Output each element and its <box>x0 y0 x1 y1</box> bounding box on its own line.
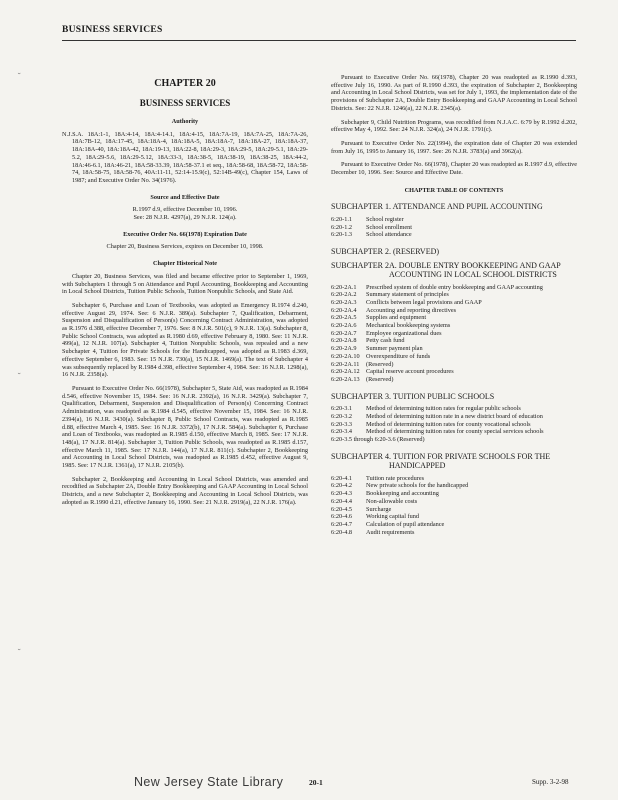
historical-paragraph: Pursuant to Executive Order No. 66(1978), Chapter 20 was readopted as R.1997 d.9, effective December 10, 1996. See: Source and Effective Date. <box>331 161 577 177</box>
section-title: Tuition rate procedures <box>366 474 425 482</box>
toc-section-entry <box>331 361 577 369</box>
scan-mark-icon: ˘ <box>18 72 21 81</box>
section-title: (Reserved) <box>366 360 394 368</box>
section-title: Summer payment plan <box>366 345 423 353</box>
section-title: School enrollment <box>366 223 412 231</box>
section-title: Prescribed system of double entry bookkeeping and GAAP accounting <box>366 283 543 291</box>
toc-section-entry <box>331 513 577 521</box>
section-number: 6:20-4.1 <box>331 474 353 482</box>
toc-title: CHAPTER TABLE OF CONTENTS <box>404 186 504 194</box>
section-list <box>331 216 577 239</box>
section-title: Method of determining tuition rate in a new district board of education <box>366 412 543 420</box>
section-number: 6:20-2A.2 <box>331 291 357 299</box>
section-number: 6:20-2A.9 <box>331 345 357 353</box>
toc-section-entry <box>331 322 577 330</box>
header-rule <box>62 40 576 41</box>
toc-section-entry <box>331 216 577 224</box>
historical-paragraph: Subchapter 2, Bookkeeping and Accounting in Local School Districts, was amended and recodified as Subchapter 2A, Double Entry Bookkeeping and GAAP Accounting in Local School Districts, and a new Subchapter 2, Bookkeeping and Accounting in Local School Districts, was adopted as R.1990 d.21, effective January 16, 1990. See: 21 N.J.R. 2919(a), 22 N.J.R. 176(a). <box>62 475 308 506</box>
toc-section-entry <box>331 490 577 498</box>
scan-mark-icon: ˘ <box>18 372 21 381</box>
section-list <box>331 475 577 537</box>
toc-section-entry <box>331 224 577 232</box>
historical-paragraph: Subchapter 9, Child Nutrition Programs, was recodified from N.J.A.C. 6:79 by R.1992 d.202, effective May 4, 1992. See: 24 N.J.R. 324(a), 24 N.J.R. 1791(c). <box>331 118 577 134</box>
toc-section-entry <box>331 353 577 361</box>
section-number: 6:20-2A.1 <box>331 283 357 291</box>
toc-section-entry <box>331 299 577 307</box>
toc-section-entry <box>331 345 577 353</box>
section-number: 6:20-2A.6 <box>331 322 357 330</box>
section-number: 6:20-2A.10 <box>331 352 360 360</box>
section-number: 6:20-4.2 <box>331 482 353 490</box>
toc-section-entry <box>331 368 577 376</box>
toc-section-entry <box>331 337 577 345</box>
authority-text: N.J.S.A. 18A:1-1, 18A:4-14, 18A:4-14.1, 18A:4-15, 18A:7A-19, 18A:7A-25, 18A:7A-26, 18A:7B-12, 18A:17-45, 18A:18A-4, 18A:18A-5, 18A:18A-7, 18A:18A-27, 18A:18A-37, 18A:18A-40, 18A:18A-42, 18A:19-13, 18A:22-8, 18A:29-3, 18A:29-5, 18A:29-5.1, 18A:29-5.2, 18A:29-5.6, 18A:29-5.12, 18A:33-3, 18A:38-5, 18A:38-19, 18A:38-25, 18A:44-2, 18A:46-6.1, 18A:46-21, 18A:58-33.39, 18A:58-37.1 et seq., 18A:58-68, 18A:58-72, 18A:58-74, 18A:58-75, 18A:58-76, 40A:11-11, 52:14-15.9(c), 52:14B-49(c), Chapter 154, Laws of 1987; and Executive Order No. 34(1976). <box>62 130 308 184</box>
section-title: Supplies and equipment <box>366 314 427 322</box>
toc-section-entry <box>331 413 577 421</box>
eo-heading: Executive Order No. 66(1978) Expiration Date <box>123 230 247 238</box>
chapter-number: CHAPTER 20 <box>154 78 216 89</box>
toc-section-entry <box>331 330 577 338</box>
section-title: Audit requirements <box>366 528 415 536</box>
section-title: Calculation of pupil attendance <box>366 520 445 528</box>
section-number: 6:20-2A.4 <box>331 306 357 314</box>
historical-paragraph: Subchapter 6, Purchase and Loan of Textbooks, was adopted as Emergency R.1974 d.240, effective August 29, 1974. See: 6 N.J.R. 389(a). Subchapter 7, Qualification, Debarment, Suspension and Disqualification of Person(s) Concerning Contract Administration, was adopted as R.1976 d.388, effective December 7, 1976. See: 8 N.J.R. 501(c), 9 N.J.R. 13(a). Subchapter 8, Public School Contracts, was adopted as R.1980 d.69, effective February 8, 1980. See: 11 N.J.R. 499(a), 12 N.J.R. 107(a). Subchapter 4, Tuition Nonpublic Schools, was repealed and a new Subchapter 4, Tuition for Private Schools for the Handicapped, was adopted as R.1983 d.369, effective September 6, 1983. See: 15 N.J.R. 730(a), 15 N.J.R. 1469(a). The text of Subchapter 4 was subsequently replaced by R.1984 d.398, effective September 4, 1984. See: 16 N.J.R. 1298(a), 16 N.J.R. 2358(a). <box>62 301 308 379</box>
section-title: Capital reserve account procedures <box>366 368 454 376</box>
subchapter-heading: SUBCHAPTER 2A. DOUBLE ENTRY BOOKKEEPING AND GAAP ACCOUNTING IN LOCAL SCHOOL DISTRICTS <box>331 260 561 280</box>
toc-section-entry <box>331 506 577 514</box>
section-number: 6:20-4.3 <box>331 490 353 498</box>
section-number: 6:20-1.3 <box>331 231 353 239</box>
subchapter-heading: SUBCHAPTER 3. TUITION PUBLIC SCHOOLS <box>331 391 495 401</box>
section-title: Method of determining tuition rates for regular public schools <box>366 405 521 413</box>
section-number: 6:20-3.1 <box>331 405 353 413</box>
toc-section-entry <box>331 529 577 537</box>
section-title: Surcharge <box>366 505 392 513</box>
toc-section-entry <box>331 231 577 239</box>
scan-mark-icon: ˘ <box>18 648 21 657</box>
section-title: New private schools for the handicapped <box>366 482 469 490</box>
chapter-title: BUSINESS SERVICES <box>139 98 231 108</box>
section-number: 6:20-3.4 <box>331 428 353 436</box>
toc-section-entry <box>331 284 577 292</box>
historical-paragraph: Chapter 20, Business Services, was filed and became effective prior to September 1, 1969, with Subchapters 1 through 5 on Attendance and Pupil Accounting, Bookkeeping and Accounting in Local School Districts, Tuition Public Schools, Tuition Nonpublic Schools, and State Aid. <box>62 272 308 296</box>
section-number: 6:20-2A.11 <box>331 360 360 368</box>
toc-section-entry <box>331 307 577 315</box>
section-number: 6:20-3.2 <box>331 412 353 420</box>
section-number: 6:20-4.4 <box>331 497 353 505</box>
section-number: 6:20-4.5 <box>331 505 353 513</box>
toc-section-entry <box>331 376 577 384</box>
toc-section-entry <box>331 291 577 299</box>
section-title: Accounting and reporting directives <box>366 306 457 314</box>
toc-section-entry <box>331 405 577 413</box>
historical-note-heading: Chapter Historical Note <box>152 260 218 268</box>
section-title: Method of determining tuition rates for county vocational schools <box>366 420 531 428</box>
section-number: 6:20-2A.8 <box>331 337 357 345</box>
source-line: See: 28 N.J.R. 4297(a), 29 N.J.R. 124(a). <box>133 214 237 222</box>
section-list <box>331 405 577 436</box>
library-watermark: New Jersey State Library <box>134 775 284 789</box>
toc-section-entry <box>331 314 577 322</box>
section-title: Petty cash fund <box>366 337 405 345</box>
subchapter-heading: SUBCHAPTER 2. (RESERVED) <box>331 247 440 257</box>
eo-text: Chapter 20, Business Services, expires on December 10, 1998. <box>106 243 264 251</box>
section-title: Non-allowable costs <box>366 497 418 505</box>
section-list <box>331 284 577 384</box>
section-number: 6:20-1.2 <box>331 223 353 231</box>
toc-section-entry <box>331 498 577 506</box>
subchapter-heading: SUBCHAPTER 1. ATTENDANCE AND PUPIL ACCOUNTING <box>331 202 543 212</box>
section-number: 6:20-4.7 <box>331 520 353 528</box>
section-title: School attendance <box>366 231 412 239</box>
section-number: 6:20-3.3 <box>331 420 353 428</box>
section-title: (Reserved) <box>366 375 394 383</box>
section-title: Employee organizational dues <box>366 329 442 337</box>
page-number: 20-1 <box>309 778 323 787</box>
section-number: 6:20-2A.7 <box>331 329 357 337</box>
section-number: 6:20-4.6 <box>331 513 353 521</box>
section-title: Summary statement of principles <box>366 291 449 299</box>
section-number: 6:20-2A.12 <box>331 368 360 376</box>
toc-section-entry <box>331 475 577 483</box>
section-title: School register <box>366 215 404 223</box>
toc-section-entry <box>331 428 577 436</box>
historical-paragraph: Pursuant to Executive Order No. 66(1978), Subchapter 5, State Aid, was readopted as R.1984 d.546, effective November 15, 1984. See: 16 N.J.R. 2392(a), 16 N.J.R. 3429(a). Subchapter 7, Qualification, Debarment, Suspension and Disqualification of Person(s) Concerning Contract Administration, was readopted as R.1984 d.545, effective November 15, 1984. See: 16 N.J.R. 2394(a), 16 N.J.R. 3430(a). Subchapter 8, Public School Contracts, was readopted as R.1985 d.88, effective March 4, 1985. See: 16 N.J.R. 3372(b), 17 N.J.R. 584(a). Subchapter 6, Purchase and Loan of Textbooks, was readopted as R.1985 d.150, effective March 8, 1985. See: 17 N.J.R. 148(a), 17 N.J.R. 814(a). Subchapter 3, Tuition Public Schools, was readopted as R.1985 d.157, effective March 11, 1985. See: 17 N.J.R. 144(a), 17 N.J.R. 811(c). Subchapter 2, Bookkeeping and Accounting in Local School Districts, was readopted as R.1985 d.452, effective August 9, 1985. See: 17 N.J.R. 1361(a), 17 N.J.R. 2105(b). <box>62 384 308 470</box>
right-column <box>331 74 577 536</box>
source-line: R.1997 d.9, effective December 10, 1996. <box>132 206 238 214</box>
subchapter-heading: SUBCHAPTER 4. TUITION FOR PRIVATE SCHOOLS FOR THE HANDICAPPED <box>331 451 551 471</box>
running-header: BUSINESS SERVICES <box>62 25 163 35</box>
source-heading: Source and Effective Date <box>150 193 220 201</box>
section-title: Conflicts between legal provisions and GAAP <box>366 298 482 306</box>
section-number: 6:20-1.1 <box>331 215 353 223</box>
authority-heading: Authority <box>171 118 199 125</box>
section-title: Working capital fund <box>366 513 419 521</box>
section-title: Mechanical bookkeeping systems <box>366 322 451 330</box>
section-range: 6:20-3.5 through 6:20-3.6 (Reserved) <box>331 436 425 443</box>
section-title: Overexpenditure of funds <box>366 352 431 360</box>
historical-paragraph: Pursuant to Executive Order No. 66(1978), Chapter 20 was readopted as R.1990 d.393, effective July 16, 1990. As part of R.1990 d.393, the expiration of Subchapter 2, Bookkeeping and Accounting in Local School Districts, was set for July 1, 1993, the implementation date of the provisions of Subchapter 2A, Double Entry Bookkeeping and GAAP Accounting in Local School Districts. See: 22 N.J.R. 1246(a), 22 N.J.R. 2345(a). <box>331 74 577 112</box>
toc-section-entry <box>331 521 577 529</box>
toc-section-entry <box>331 421 577 429</box>
section-number: 6:20-4.8 <box>331 528 353 536</box>
section-number: 6:20-2A.5 <box>331 314 357 322</box>
section-number: 6:20-2A.3 <box>331 298 357 306</box>
section-title: Method of determining tuition rates for county special services schools <box>366 428 544 436</box>
section-number: 6:20-2A.13 <box>331 375 360 383</box>
left-column <box>62 74 308 513</box>
supplement-date: Supp. 3-2-98 <box>532 778 569 786</box>
section-title: Bookkeeping and accounting <box>366 490 439 498</box>
historical-paragraph: Pursuant to Executive Order No. 22(1994), the expiration date of Chapter 20 was extended from July 16, 1995 to January 16, 1997. See: 26 N.J.R. 3783(a) and 3962(a). <box>331 139 577 155</box>
toc-section-entry <box>331 482 577 490</box>
